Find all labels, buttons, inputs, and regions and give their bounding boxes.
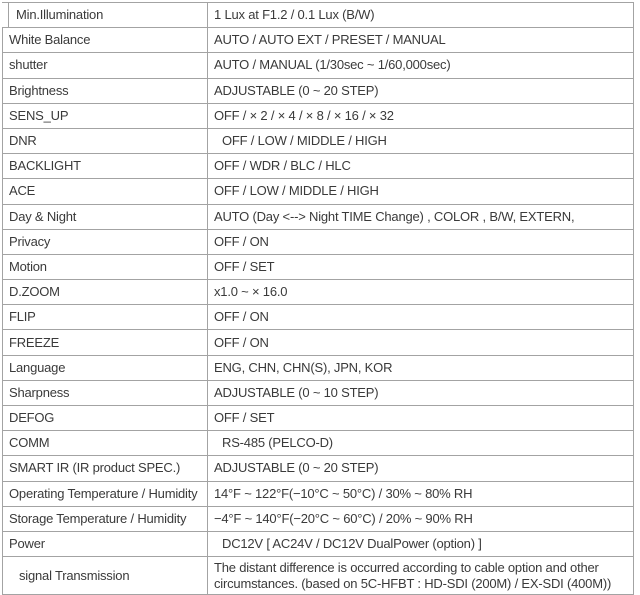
spec-label: White Balance <box>3 28 208 53</box>
spec-value: OFF / SET <box>208 406 634 431</box>
table-row <box>3 557 634 595</box>
table-row <box>3 128 634 153</box>
table-row <box>3 355 634 380</box>
table-row <box>3 254 634 279</box>
spec-value: OFF / ON <box>208 305 634 330</box>
table-row <box>3 380 634 405</box>
spec-value: 14°F ~ 122°F(−10°C ~ 50°C) / 30% ~ 80% RH <box>208 481 634 506</box>
spec-label: Sharpness <box>3 380 208 405</box>
spec-label: COMM <box>3 431 208 456</box>
spec-label: Language <box>3 355 208 380</box>
table-row <box>3 431 634 456</box>
table-row <box>3 229 634 254</box>
table-row <box>3 280 634 305</box>
spec-label: D.ZOOM <box>3 280 208 305</box>
table-row <box>3 103 634 128</box>
table-row <box>3 3 634 28</box>
table-row <box>3 179 634 204</box>
spec-value: ADJUSTABLE (0 ~ 20 STEP) <box>208 456 634 481</box>
spec-value: x1.0 ~ × 16.0 <box>208 280 634 305</box>
spec-label: FREEZE <box>3 330 208 355</box>
spec-label: Brightness <box>3 78 208 103</box>
spec-value: 1 Lux at F1.2 / 0.1 Lux (B/W) <box>208 3 634 28</box>
spec-label: BACKLIGHT <box>3 154 208 179</box>
spec-value: OFF / × 2 / × 4 / × 8 / × 16 / × 32 <box>208 103 634 128</box>
spec-label: SENS_UP <box>3 103 208 128</box>
spec-value: OFF / LOW / MIDDLE / HIGH <box>208 179 634 204</box>
spec-label: Motion <box>3 254 208 279</box>
table-row <box>3 456 634 481</box>
spec-value: ADJUSTABLE (0 ~ 10 STEP) <box>208 380 634 405</box>
table-row <box>3 506 634 531</box>
spec-label: Min.Illumination <box>3 3 208 28</box>
table-row <box>3 330 634 355</box>
spec-label: SMART IR (IR product SPEC.) <box>3 456 208 481</box>
table-row <box>3 531 634 556</box>
table-row <box>3 204 634 229</box>
spec-value: ADJUSTABLE (0 ~ 20 STEP) <box>208 78 634 103</box>
spec-value: OFF / SET <box>208 254 634 279</box>
spec-value: ENG, CHN, CHN(S), JPN, KOR <box>208 355 634 380</box>
spec-label: FLIP <box>3 305 208 330</box>
spec-label: signal Transmission <box>3 557 208 595</box>
spec-label: Power <box>3 531 208 556</box>
table-row <box>3 481 634 506</box>
spec-value: The distant difference is occurred according to cable option and other circumstances. (based on 5C-HFBT : HD-SDI (200M) / EX-SDI (400M)) <box>208 557 634 595</box>
spec-value: DC12V [ AC24V / DC12V DualPower (option) ] <box>208 531 634 556</box>
spec-label: Privacy <box>3 229 208 254</box>
table-row <box>3 78 634 103</box>
spec-value: RS-485 (PELCO-D) <box>208 431 634 456</box>
spec-value: −4°F ~ 140°F(−20°C ~ 60°C) / 20% ~ 90% RH <box>208 506 634 531</box>
spec-value: AUTO / MANUAL (1/30sec ~ 1/60,000sec) <box>208 53 634 78</box>
spec-value: OFF / WDR / BLC / HLC <box>208 154 634 179</box>
spec-label: DEFOG <box>3 406 208 431</box>
spec-value: AUTO (Day <--> Night TIME Change) , COLOR , B/W, EXTERN, <box>208 204 634 229</box>
spec-value: OFF / ON <box>208 330 634 355</box>
spec-label: shutter <box>3 53 208 78</box>
spec-label: ACE <box>3 179 208 204</box>
table-row <box>3 154 634 179</box>
spec-value: AUTO / AUTO EXT / PRESET / MANUAL <box>208 28 634 53</box>
spec-label: Day & Night <box>3 204 208 229</box>
spec-label: Storage Temperature / Humidity <box>3 506 208 531</box>
table-row <box>3 305 634 330</box>
table-row <box>3 53 634 78</box>
spec-value: OFF / ON <box>208 229 634 254</box>
spec-value: OFF / LOW / MIDDLE / HIGH <box>208 128 634 153</box>
spec-table <box>2 2 634 595</box>
spec-label: DNR <box>3 128 208 153</box>
table-row <box>3 406 634 431</box>
table-row <box>3 28 634 53</box>
spec-label: Operating Temperature / Humidity <box>3 481 208 506</box>
